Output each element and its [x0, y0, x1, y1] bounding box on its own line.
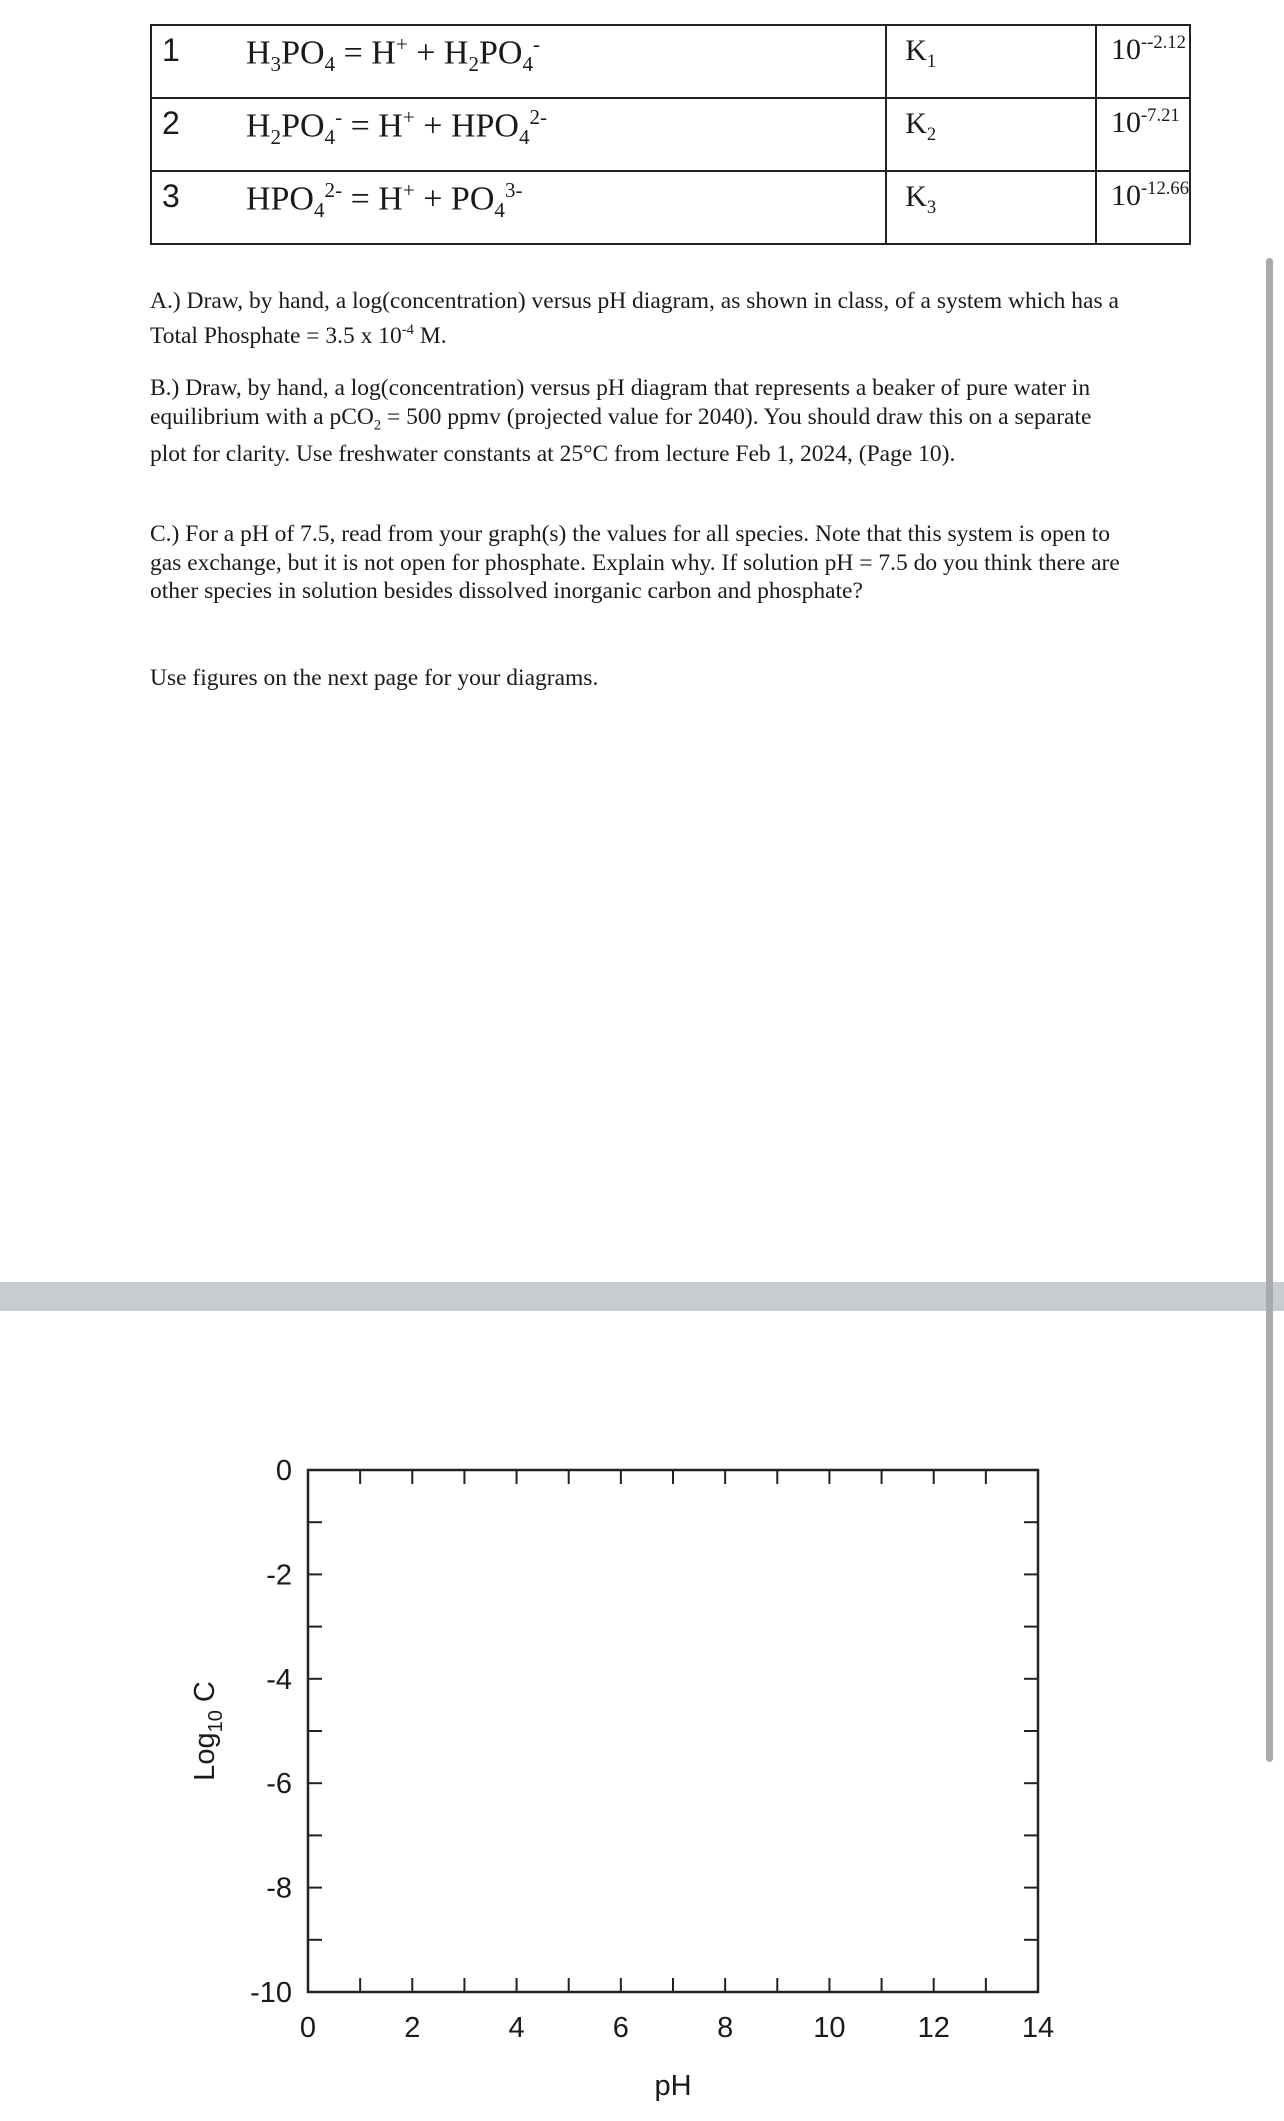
k-constant-value: $10^{-7.21}$ — [1096, 98, 1190, 171]
reaction-equation: $H_2PO_4^- = H^+ + HPO_4^{2-}$ — [206, 98, 886, 171]
row-number: 1 — [151, 25, 206, 98]
x-axis-label: pH — [654, 2070, 692, 2102]
y-tick-label: -6 — [266, 1768, 292, 1801]
y-tick-label: -10 — [250, 1977, 292, 2009]
x-tick-label: 12 — [917, 2012, 950, 2044]
log-concentration-ph-chart — [0, 1400, 1284, 2121]
reaction-equation: $HPO_4^{2-} = H^+ + PO_4^{3-}$ — [206, 171, 886, 244]
k-constant-label: $K_2$ — [886, 98, 1096, 171]
equilibrium-table — [150, 24, 1191, 245]
k-constant-value: $10^{--2.12}$ — [1096, 25, 1190, 98]
y-tick-label: -4 — [266, 1663, 292, 1696]
x-tick-label: 10 — [813, 2012, 846, 2044]
row-number: 2 — [151, 98, 206, 171]
k-constant-value: $10^{-12.66}$ — [1096, 171, 1190, 244]
x-tick-label: 0 — [299, 2012, 317, 2044]
y-tick-labels — [250, 1455, 292, 2009]
equilibrium-row — [151, 171, 1190, 244]
x-tick-label: 8 — [717, 2012, 734, 2044]
equilibrium-row — [151, 98, 1190, 171]
k-constant-label: $K_3$ — [886, 171, 1096, 244]
instruction-text: Use figures on the next page for your diagrams. — [150, 665, 599, 691]
reaction-equation: $H_3PO_4 = H^+ + H_2PO_4^-$ — [206, 25, 886, 98]
x-tick-labels — [300, 2012, 1054, 2044]
y-tick-label: -2 — [266, 1559, 292, 1592]
y-axis-label: Log$_{10}$ C — [189, 1681, 227, 1781]
x-tick-label: 4 — [508, 2012, 525, 2044]
question-b: B.) Draw, by hand, a log(concentration) versus pH diagram that represents a beaker of pure water in equilibrium with a pCO$_2$ = 500 ppmv (projected value for 2040). You should draw this on a separate plot for clarity. Use freshwater constants at 25°C from lecture Feb 1, 2024, (Page 10). — [150, 375, 1092, 467]
row-number: 3 — [151, 171, 206, 244]
plot-frame — [308, 1470, 1038, 1992]
x-tick-label: 14 — [1021, 2012, 1055, 2044]
y-tick-label: -8 — [266, 1872, 292, 1905]
tick-marks — [308, 1470, 1038, 1992]
question-c: C.) For a pH of 7.5, read from your graph(s) the values for all species. Note that this system is open to gas exchange, but it is not open for phosphate. Explain why. If solution pH = 7.5 do you think there are other species in solution besides dissolved inorganic carbon and phosphate? — [150, 521, 1120, 604]
page-divider — [0, 1282, 1284, 1311]
equilibrium-row — [151, 25, 1190, 98]
x-tick-label: 2 — [404, 2012, 421, 2044]
question-a: A.) Draw, by hand, a log(concentration) versus pH diagram, as shown in class, of a system which has a Total Phosphate = 3.5 x $10^{-4}$ M. — [150, 288, 1119, 349]
y-tick-label: 0 — [275, 1455, 292, 1487]
k-constant-label: $K_1$ — [886, 25, 1096, 98]
x-tick-label: 6 — [612, 2012, 629, 2044]
